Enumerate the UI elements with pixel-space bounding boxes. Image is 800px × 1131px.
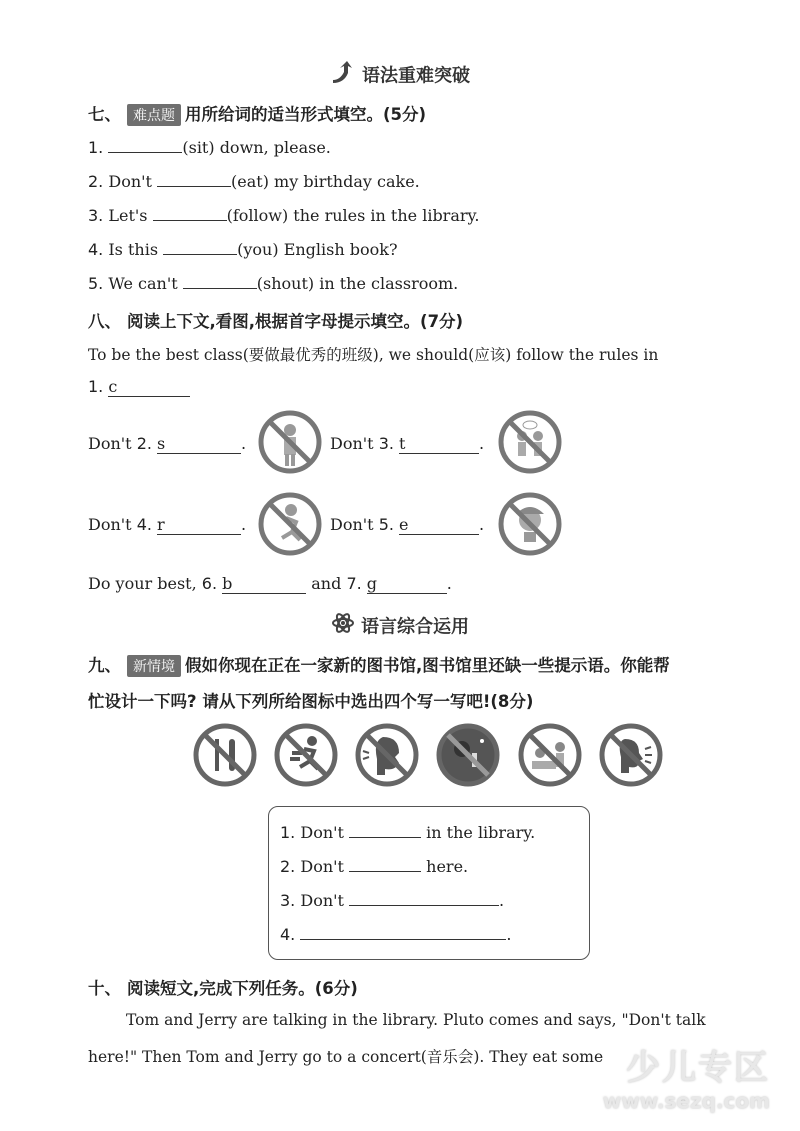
item-text: (eat) my birthday cake.	[231, 172, 420, 191]
no-shouting-icon	[355, 723, 419, 787]
question-9-instruction-line-2: 忙设计一下吗? 请从下列所给图标中选出四个写一写吧!(8分)	[88, 692, 534, 711]
question-number: 八、	[88, 312, 121, 331]
item-number: 3.	[88, 206, 104, 225]
watermark-brand: 少儿专区	[626, 1048, 770, 1088]
answer-blank[interactable]	[399, 515, 479, 535]
initial-letter: g	[366, 574, 378, 593]
box-line-3	[280, 891, 504, 910]
q8-item-2: Don't 2. s .	[88, 434, 247, 453]
answer-blank[interactable]	[349, 837, 421, 838]
section-heading-grammar	[0, 60, 800, 89]
item-prefix: Don't	[300, 823, 344, 842]
initial-letter: b	[222, 574, 233, 593]
initial-letter: r	[157, 515, 165, 534]
q7-item-4	[88, 240, 398, 259]
question-instruction: 用所给词的适当形式填空。(5分)	[185, 105, 427, 124]
section-heading-language	[0, 611, 800, 640]
no-singing-icon	[436, 723, 500, 787]
answer-blank[interactable]	[399, 434, 479, 454]
no-noise-icon	[599, 723, 663, 787]
item-number: 1.	[88, 138, 104, 157]
q8-item-5: Don't 5. e .	[330, 515, 485, 534]
item-prefix: Don't	[330, 515, 374, 534]
arrow-up-icon	[330, 60, 356, 89]
box-line-2	[280, 857, 468, 876]
item-number: 4.	[136, 515, 152, 534]
item-text: (follow) the rules in the library.	[226, 206, 480, 225]
question-instruction: 阅读上下文,看图,根据首字母提示填空。(7分)	[127, 312, 464, 331]
item-prefix: Let's	[108, 206, 148, 225]
question-7-header	[88, 101, 426, 126]
answer-blank[interactable]	[108, 152, 182, 153]
item-number: 6.	[201, 574, 218, 593]
no-eating-icon	[498, 492, 562, 556]
q8-item-3: Don't 3. t .	[330, 434, 485, 453]
no-running-icon	[258, 492, 322, 556]
item-prefix: Don't	[300, 891, 344, 910]
item-number: 2.	[136, 434, 152, 453]
question-instruction: 假如你现在正在一家新的图书馆,图书馆里还缺一些提示语。你能帮	[185, 656, 670, 675]
initial-letter: c	[108, 377, 118, 396]
answer-blank[interactable]	[222, 574, 306, 594]
item-prefix: Is this	[108, 240, 159, 259]
q8-item-4: Don't 4. r .	[88, 515, 247, 534]
item-prefix: Don't	[330, 434, 374, 453]
atom-icon	[331, 611, 355, 640]
answer-blank[interactable]	[349, 871, 421, 872]
answer-blank[interactable]	[157, 186, 231, 187]
item-suffix: .	[506, 925, 512, 944]
answer-blank[interactable]	[153, 220, 227, 221]
q8-items-6-7: Do your best, 6. b and 7. g .	[88, 574, 452, 593]
answer-blank[interactable]	[300, 939, 506, 940]
conjunction: and	[311, 574, 342, 593]
question-10-header	[88, 975, 358, 999]
item-prefix: Don't	[300, 857, 344, 876]
item-prefix: Do your best,	[88, 574, 197, 593]
box-line-4	[280, 925, 511, 944]
box-line-1	[280, 823, 535, 842]
no-standing-icon	[258, 410, 322, 474]
item-prefix: Don't	[88, 515, 132, 534]
no-eating-icon	[193, 723, 257, 787]
item-number: 1.	[280, 823, 296, 842]
item-text: (sit) down, please.	[182, 138, 331, 157]
difficulty-badge: 难点题	[127, 104, 181, 126]
no-talking-icon	[518, 723, 582, 787]
item-number: 3.	[280, 891, 296, 910]
q7-item-1	[88, 138, 331, 157]
item-suffix: here.	[426, 857, 469, 876]
q8-intro: To be the best class(要做最优秀的班级), we should(应该) follow the rules in	[88, 346, 659, 364]
item-number: 3.	[378, 434, 394, 453]
item-prefix: Don't	[108, 172, 152, 191]
answer-blank[interactable]	[183, 288, 257, 289]
item-suffix: .	[499, 891, 505, 910]
passage-line-2: here!" Then Tom and Jerry go to a concert(音乐会). They eat some	[88, 1048, 604, 1066]
item-number: 4.	[280, 925, 296, 944]
question-number: 七、	[88, 105, 121, 124]
item-number: 5.	[88, 274, 104, 293]
watermark	[603, 1040, 770, 1113]
item-number: 4.	[88, 240, 104, 259]
no-running-icon	[274, 723, 338, 787]
no-talking-icon	[498, 410, 562, 474]
initial-letter: s	[157, 434, 166, 453]
question-instruction: 阅读短文,完成下列任务。(6分)	[127, 979, 358, 998]
question-number: 十、	[88, 979, 121, 998]
item-number: 5.	[378, 515, 394, 534]
context-badge: 新情境	[127, 655, 181, 677]
question-9-header	[88, 652, 670, 677]
question-number: 九、	[88, 656, 121, 675]
answer-blank[interactable]	[108, 377, 190, 397]
item-number: 1.	[88, 377, 104, 396]
question-8-header	[88, 308, 463, 332]
section-title: 语法重难突破	[362, 65, 470, 87]
q7-item-3	[88, 206, 480, 225]
initial-letter: e	[399, 515, 409, 534]
passage-line-1: Tom and Jerry are talking in the library. Pluto comes and says, "Don't talk	[126, 1011, 706, 1029]
initial-letter: t	[399, 434, 406, 453]
answer-blank[interactable]	[157, 434, 241, 454]
item-number: 2.	[280, 857, 296, 876]
watermark-url: www.sezq.com	[602, 1089, 770, 1113]
item-text: (shout) in the classroom.	[256, 274, 459, 293]
answer-blank[interactable]	[157, 515, 241, 535]
item-number: 2.	[88, 172, 104, 191]
q7-item-2	[88, 172, 420, 191]
item-prefix: Don't	[88, 434, 132, 453]
answer-blank[interactable]	[163, 254, 237, 255]
q7-item-5	[88, 274, 458, 293]
item-number: 7.	[346, 574, 362, 593]
item-suffix: in the library.	[426, 823, 536, 842]
item-text: (you) English book?	[237, 240, 398, 259]
q8-item-1	[88, 377, 190, 397]
answer-blank[interactable]	[367, 574, 447, 594]
answer-blank[interactable]	[349, 905, 499, 906]
section-title: 语言综合运用	[361, 616, 469, 638]
item-prefix: We can't	[108, 274, 178, 293]
